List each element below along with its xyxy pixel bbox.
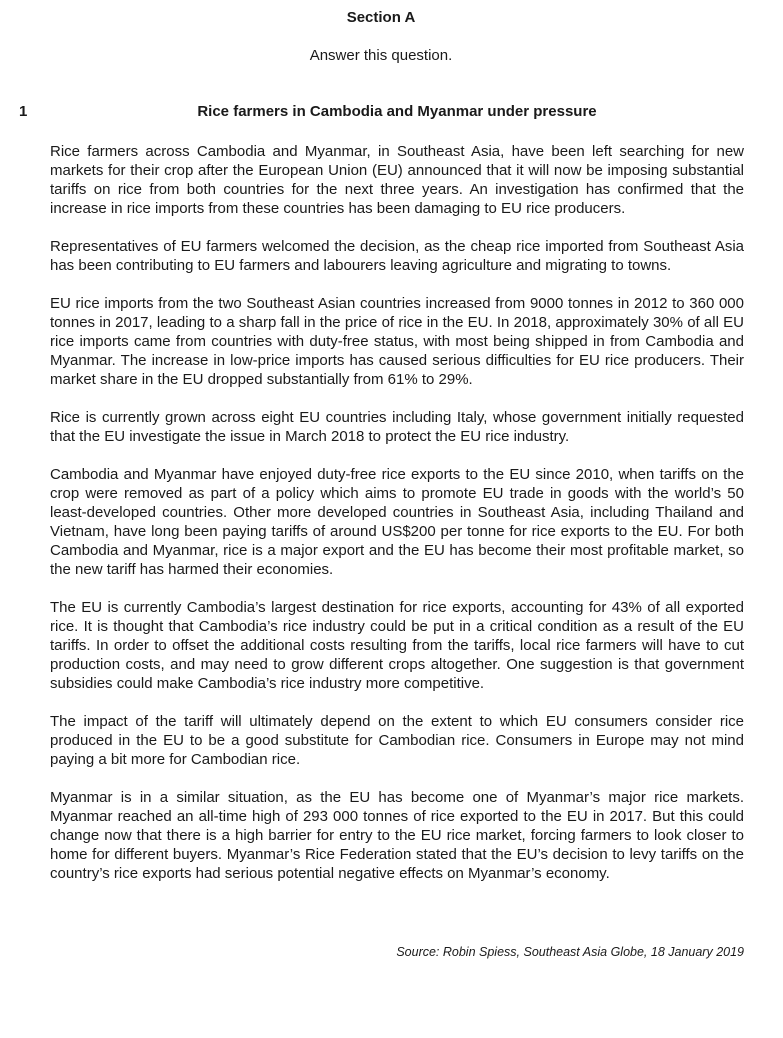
instruction-text: Answer this question. — [309, 47, 453, 64]
article-paragraph: Rice farmers across Cambodia and Myanmar, in Southeast Asia, have been left searching for new markets for their crop after the European Union (EU) announced that it will now be imposing substantial tariffs on rice from both countries for the next three years. An investigation has confirmed that the increase in rice imports from these countries has been damaging to EU rice producers. — [50, 143, 744, 217]
article-paragraph: Cambodia and Myanmar have enjoyed duty-free rice exports to the EU since 2010, when tariffs on the crop were removed as part of a policy which aims to promote EU trade in goods with the world’s 50 least-developed countries. Other more developed countries in Southeast Asia, including Thailand and Vietnam, have long been paying tariffs of around US$200 per tonne for rice exports to the EU. For both Cambodia and Myanmar, rice is a major export and the EU has become their most profitable market, so the new tariff has harmed their economies. — [50, 466, 744, 578]
question-title: Rice farmers in Cambodia and Myanmar under pressure — [197, 103, 597, 120]
article-paragraph: Myanmar is in a similar situation, as the EU has become one of Myanmar’s major rice markets. Myanmar reached an all-time high of 293 000 tonnes of rice exported to the EU in 2017. But this could change now that there is a high barrier for entry to the EU rice market, forcing farmers to look closer to home for different buyers. Myanmar’s Rice Federation stated that the EU’s decision to levy tariffs on the country’s rice exports had serious potential negative effects on Myanmar’s economy. — [50, 789, 744, 882]
section-heading: Section A — [346, 9, 416, 26]
article-paragraph: EU rice imports from the two Southeast Asian countries increased from 9000 tonnes in 2012 to 360 000 tonnes in 2017, leading to a sharp fall in the price of rice in the EU. In 2018, approximately 30% of all EU rice imports came from countries with duty-free status, with most being shipped in from Cambodia and Myanmar. The increase in low-price imports has caused serious difficulties for EU rice producers. Their market share in the EU dropped substantially from 61% to 29%. — [50, 295, 744, 388]
article-paragraph: Representatives of EU farmers welcomed the decision, as the cheap rice imported from Southeast Asia has been contributing to EU farmers and labourers leaving agriculture and migrating to towns. — [50, 238, 744, 274]
article-body — [50, 142, 744, 902]
question-number: 1 — [19, 103, 28, 120]
article-paragraph: Rice is currently grown across eight EU countries including Italy, whose government initially requested that the EU investigate the issue in March 2018 to protect the EU rice industry. — [50, 409, 744, 445]
source-citation: Source: Robin Spiess, Southeast Asia Globe, 18 January 2019 — [396, 945, 744, 959]
article-paragraph: The impact of the tariff will ultimately depend on the extent to which EU consumers consider rice produced in the EU to be a good substitute for Cambodian rice. Consumers in Europe may not mind paying a bit more for Cambodian rice. — [50, 713, 744, 768]
article-paragraph: The EU is currently Cambodia’s largest destination for rice exports, accounting for 43% of all exported rice. It is thought that Cambodia’s rice industry could be put in a critical condition as a result of the EU tariffs. In order to offset the additional costs resulting from the tariffs, local rice farmers will have to cut production costs, and may need to grow different crops altogether. One suggestion is that government subsidies could make Cambodia’s rice industry more competitive. — [50, 599, 744, 692]
